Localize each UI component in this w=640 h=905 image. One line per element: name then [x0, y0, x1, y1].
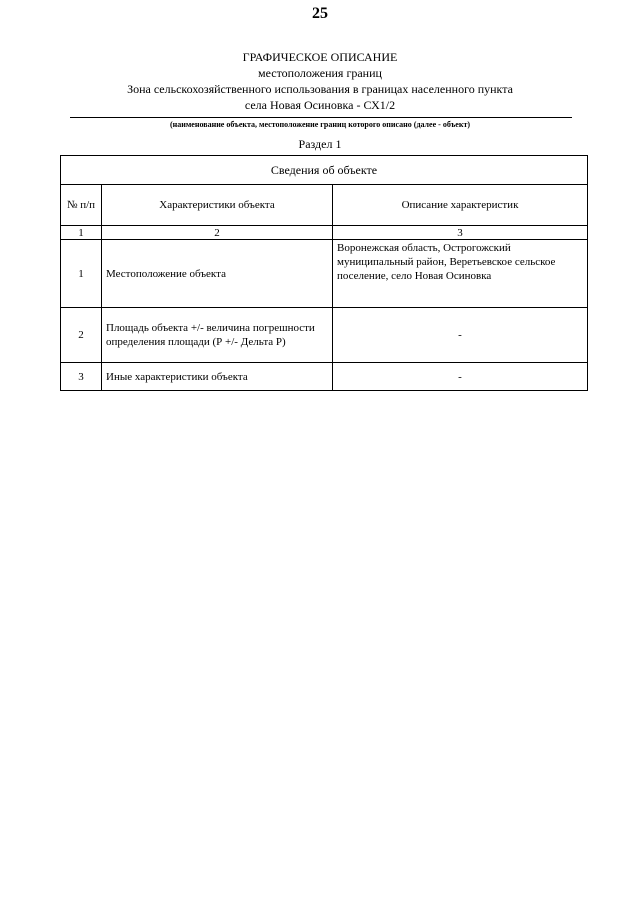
- header-line-2: Зона сельскохозяйственного использования в границах населенного пункта: [127, 82, 513, 96]
- column-index: 3: [333, 226, 588, 240]
- table-caption: Сведения об объекте: [61, 156, 588, 185]
- document-header: [0, 49, 640, 113]
- row-characteristic: Местоположение объекта: [102, 240, 333, 308]
- row-number: 3: [61, 363, 102, 391]
- row-description: Воронежская область, Острогожский муниципальный район, Веретьевское сельское поселение, село Новая Осиновка: [333, 240, 588, 308]
- row-number: 2: [61, 308, 102, 363]
- table-row: [61, 240, 588, 308]
- page-number: 25: [312, 5, 328, 22]
- table-header-row: [61, 185, 588, 226]
- row-characteristic: Площадь объекта +/- величина погрешности определения площади (Р +/- Дельта Р): [102, 308, 333, 363]
- row-characteristic: Иные характеристики объекта: [102, 363, 333, 391]
- column-index-row: [61, 226, 588, 240]
- column-index: 1: [61, 226, 102, 240]
- header-line-3: села Новая Осиновка - СХ1/2: [244, 98, 396, 112]
- row-number: 1: [61, 240, 102, 308]
- header-cell-number: № п/п: [61, 185, 102, 226]
- name-caption: (наименование объекта, местоположение границ которого описано (далее - объект): [169, 120, 471, 129]
- header-cell-description: Описание характеристик: [333, 185, 588, 226]
- column-index: 2: [102, 226, 333, 240]
- table-row: [61, 308, 588, 363]
- row-description: -: [333, 308, 588, 363]
- name-underline: [70, 117, 572, 118]
- header-line-1: местоположения границ: [258, 66, 382, 80]
- document-title: ГРАФИЧЕСКОЕ ОПИСАНИЕ: [242, 50, 398, 64]
- header-cell-characteristic: Характеристики объекта: [102, 185, 333, 226]
- object-info-table: [60, 155, 588, 391]
- section-title: Раздел 1: [298, 137, 342, 151]
- table-row: [61, 363, 588, 391]
- row-description: -: [333, 363, 588, 391]
